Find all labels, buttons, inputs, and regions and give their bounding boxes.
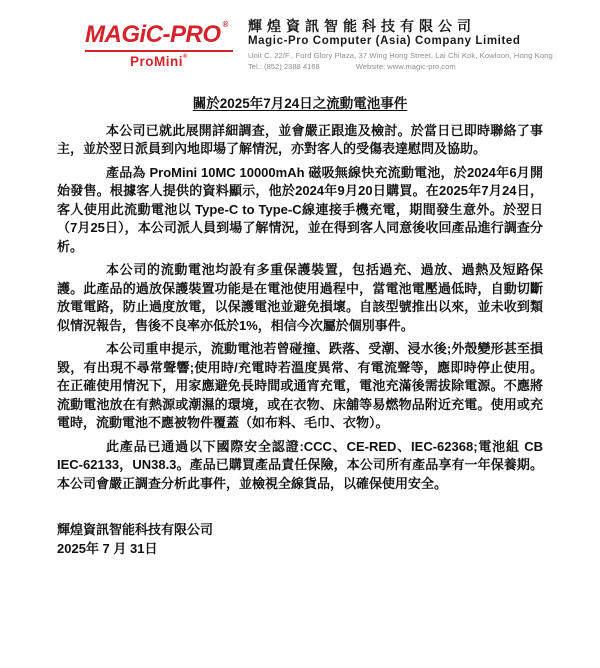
company-address: Unit C, 22/F., Ford Glory Plaza, 37 Wing Hong Street, Lai Chi Kok, Kowloon, Hong Kong [248, 51, 553, 61]
letter-body [57, 95, 543, 558]
magic-pro-logo [85, 17, 235, 70]
paragraph-investigation: 本公司已就此展開詳細調查，並會嚴正跟進及檢討。於當日已即時聯絡了事主，並於翌日派員到內地即場了解情況，亦對客人的受傷表達慰問及協助。 [57, 122, 543, 156]
paragraph-usage-warnings: 本公司重申提示，流動電池若曾碰撞、跌落、受潮、浸水後;外殼變形甚至損毀，有出現不尋常聲響;使用時/充電時若溫度異常、有電流聲等，應即時停止使用。在正確使用情況下，用家應避免長時間或通宵充電，電池充滿後需拔除電源。不應將流動電池放在有熱源或潮濕的環境，或在衣物、床舖等易燃物品附近充電。使用或充電時，流動電池不應被物件覆蓋（如布料、毛巾、衣物）。 [57, 341, 543, 430]
logo-divider-line [85, 50, 233, 52]
company-website: Website: www.magic-pro.com [355, 62, 456, 72]
company-telephone: Tel.: (852) 2388 4168 [248, 62, 320, 72]
company-info-block [248, 17, 553, 71]
registered-trademark-icon: ® [183, 54, 188, 60]
company-name-chinese: 輝煌資訊智能科技有限公司 [248, 18, 476, 34]
logo-brand-text: MAGiC-PRO [85, 21, 221, 48]
registered-trademark-icon: ® [222, 20, 228, 29]
letter-title: 關於2025年7月24日之流動電池事件 [192, 96, 408, 111]
company-name-english: Magic-Pro Computer (Asia) Company Limited [248, 35, 521, 48]
company-contact-line [248, 62, 553, 71]
paragraph-certifications: 此產品已通過以下國際安全認證:CCC、CE-RED、IEC-62368;電池組 CB IEC-62133，UN38.3。產品已購買產品責任保險，本公司所有產品享有一年保養期。本公司會嚴正調查分析此事件，並檢視全線貨品，以確保使用安全。 [57, 438, 543, 491]
logo-subbrand-wordmark [85, 55, 233, 70]
signature-date: 2025年 7 月 31日 [57, 541, 158, 556]
signature-block [57, 520, 543, 558]
signature-company-name: 輝煌資訊智能科技有限公司 [57, 522, 214, 537]
paragraph-product-incident: 產品為 ProMini 10MC 10000mAh 磁吸無線快充流動電池，於2024年6月開始發售。根據客人提供的資料顯示，他於2024年9月20日購買。在2025年7月24日，客人使用此流動電池以 Type-C to Type-C線連接手機充電，期間發生意外。於翌日（7月25日），本公司派人員到場了解情況，並在得到客人同意後收回產品進行調查分析。 [57, 164, 543, 254]
letterhead [85, 17, 553, 72]
logo-subbrand-text: ProMini [130, 54, 184, 69]
paragraph-protection-features: 本公司的流動電池均設有多重保護裝置，包括過充、過放、過熱及短路保護。此產品的過放保護裝置功能是在電池使用過程中，當電池電壓過低時，自動切斷放電電路，防止過度放電，以保護電池並避免損壞。自該型號推出以來，並未收到類似情況報告，售後不良率亦低於1%，相信今次屬於個別事件。 [57, 262, 543, 333]
logo-brand-wordmark [85, 20, 235, 48]
